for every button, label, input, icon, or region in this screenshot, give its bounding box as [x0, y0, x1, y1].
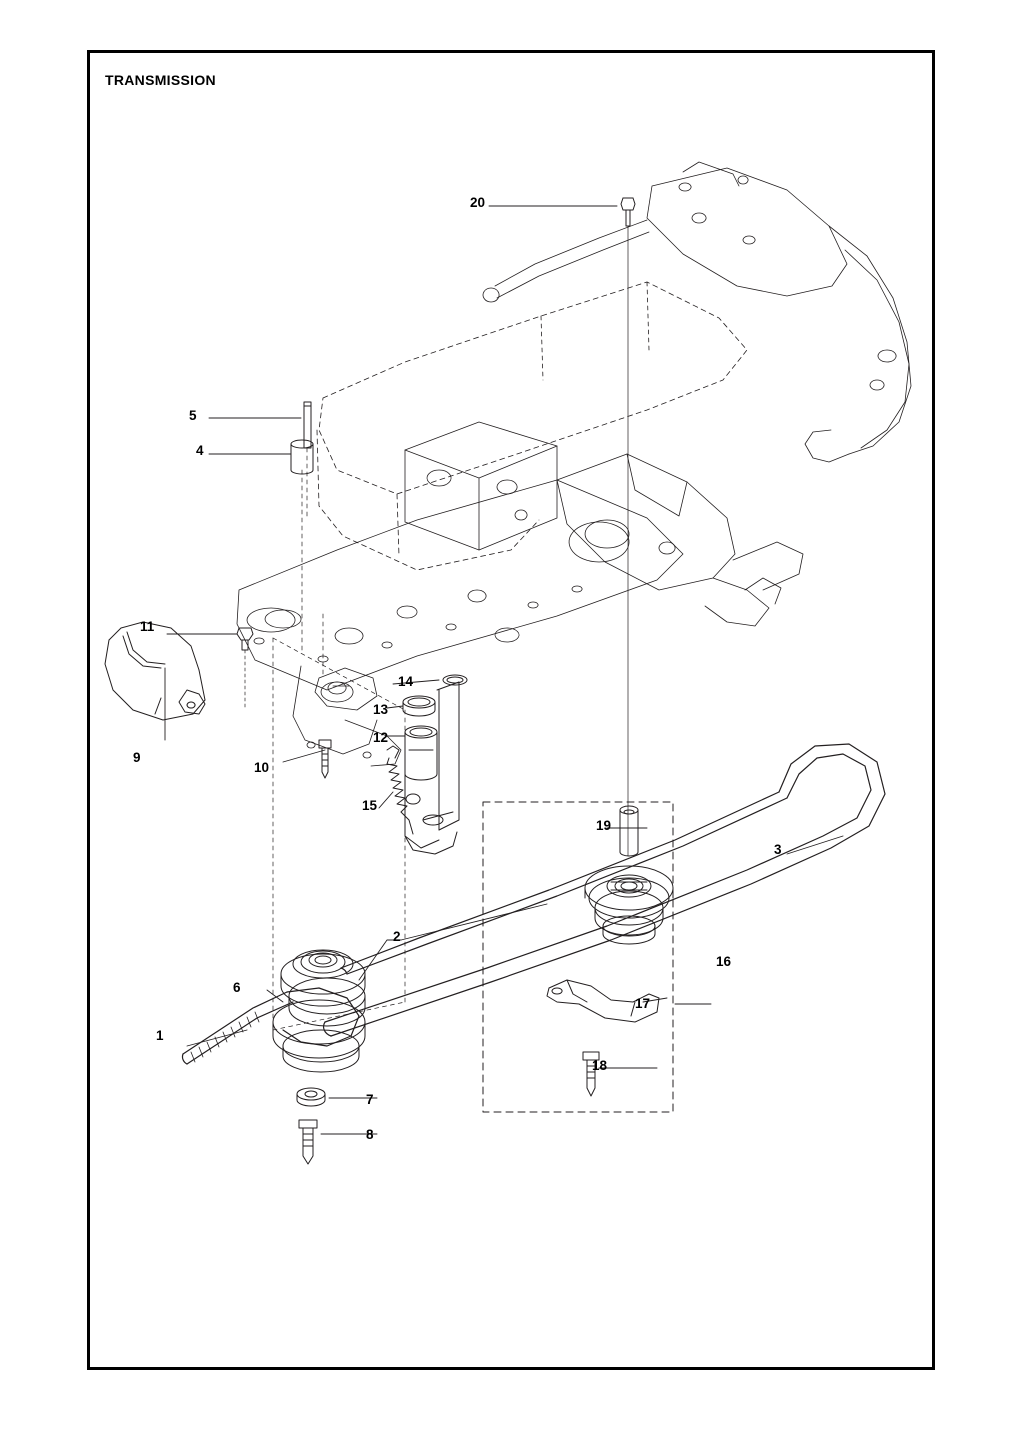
- callout-13[interactable]: 13: [373, 702, 389, 717]
- part-9-belt-guard: [105, 619, 205, 720]
- callout-19[interactable]: 19: [596, 818, 612, 833]
- part-11-nut: [237, 628, 253, 710]
- callout-12[interactable]: 12: [373, 730, 389, 745]
- callout-18[interactable]: 18: [592, 1058, 608, 1073]
- part-7-washer: [297, 1088, 325, 1106]
- part-13-seal: [403, 696, 435, 716]
- callout-8[interactable]: 8: [366, 1127, 374, 1142]
- callout-9[interactable]: 9: [133, 750, 141, 765]
- part-15-spring: [387, 746, 413, 834]
- part-19-spacer: [620, 806, 638, 856]
- callout-20[interactable]: 20: [470, 195, 486, 210]
- part-5-pin: [304, 402, 311, 520]
- chassis-assembly: [237, 162, 911, 766]
- transmission-diagram: [87, 50, 935, 1370]
- callout-17[interactable]: 17: [635, 996, 651, 1011]
- callout-15[interactable]: 15: [362, 798, 378, 813]
- callout-6[interactable]: 6: [233, 980, 241, 995]
- leader-lines: [165, 206, 843, 1134]
- callout-5[interactable]: 5: [189, 408, 197, 423]
- callout-7[interactable]: 7: [366, 1092, 374, 1107]
- callout-3[interactable]: 3: [774, 842, 782, 857]
- callout-10[interactable]: 10: [254, 760, 270, 775]
- callout-4[interactable]: 4: [196, 443, 204, 458]
- callout-2[interactable]: 2: [393, 929, 401, 944]
- part-6-drive-pulley: [273, 950, 365, 1072]
- page-title: TRANSMISSION: [105, 72, 216, 88]
- part-20-bolt: [621, 198, 635, 856]
- part-4-bushing: [291, 440, 313, 650]
- part-8-bolt: [299, 1120, 317, 1164]
- callout-1[interactable]: 1: [156, 1028, 164, 1043]
- callout-16[interactable]: 16: [716, 954, 732, 969]
- part-3-drive-belt-long: [324, 744, 885, 1036]
- callout-11[interactable]: 11: [140, 619, 155, 634]
- callout-14[interactable]: 14: [398, 674, 414, 689]
